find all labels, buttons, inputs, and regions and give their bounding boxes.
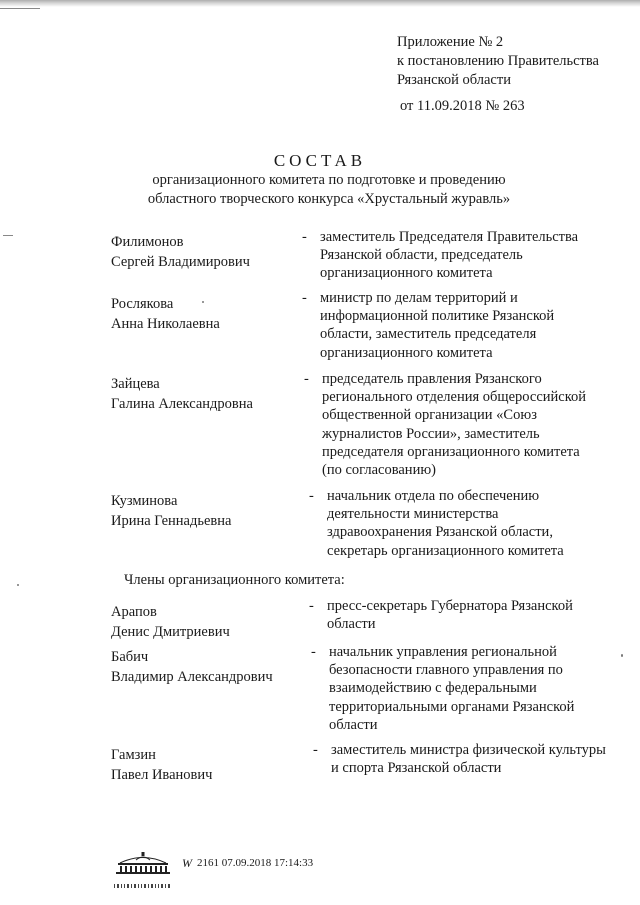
role-line: министр по делам территорий и xyxy=(320,290,518,306)
role-line: деятельности министерства xyxy=(327,506,499,523)
appendix-line: к постановлению Правительства xyxy=(397,53,599,69)
registration-number-date: 2161 07.09.2018 17:14:33 xyxy=(197,857,314,869)
person-name xyxy=(111,647,273,687)
person-given-name: Анна Николаевна xyxy=(111,316,220,332)
role-line: организационного комитета xyxy=(320,265,493,282)
appendix-header xyxy=(397,33,599,116)
person-given-name: Павел Иванович xyxy=(111,767,213,783)
person-surname: Зайцева xyxy=(111,376,160,392)
person-name xyxy=(111,745,212,785)
person-surname: Бабич xyxy=(111,649,149,665)
document-title: СОСТАВ xyxy=(273,151,367,170)
role-line: и спорта Рязанской области xyxy=(331,760,502,777)
role-line: организационного комитета xyxy=(320,344,493,361)
scan-speck xyxy=(621,654,623,657)
barcode-strip xyxy=(112,876,174,882)
role-line: взаимодействию с федеральными xyxy=(329,680,537,697)
role-line: Рязанской области, председатель xyxy=(320,247,523,264)
role-line: области xyxy=(329,716,378,733)
role-line: председателя организационного комитета xyxy=(322,443,580,460)
role-line: начальник управления региональной xyxy=(329,644,557,660)
role-line: председатель правления Рязанского xyxy=(322,371,542,387)
person-name xyxy=(111,232,250,272)
government-building-icon xyxy=(112,851,174,875)
scan-artifact xyxy=(3,235,13,236)
subtitle-line: организационного комитета по подготовке и проведению xyxy=(152,172,506,188)
person-role xyxy=(320,228,578,283)
appendix-line: Приложение № 2 xyxy=(397,34,504,50)
scan-edge-shadow xyxy=(0,0,640,7)
person-role xyxy=(327,597,573,633)
separator-dash: - xyxy=(304,371,309,387)
registration-info xyxy=(182,856,313,871)
person-given-name: Ирина Геннадьевна xyxy=(111,513,232,529)
scan-artifact xyxy=(0,8,40,9)
separator-dash: - xyxy=(311,644,316,660)
person-name xyxy=(111,294,220,334)
person-role xyxy=(331,741,606,777)
person-given-name: Владимир Александрович xyxy=(111,669,273,685)
person-surname: Гамзин xyxy=(111,747,156,763)
separator-dash: - xyxy=(302,229,307,245)
person-role xyxy=(327,487,564,560)
registration-mark: W xyxy=(182,855,192,870)
role-line: области, заместитель председателя xyxy=(320,326,537,343)
role-line: территориальными органами Рязанской xyxy=(329,698,575,715)
role-line: безопасности главного управления по xyxy=(329,662,563,679)
appendix-date-line: от 11.09.2018 № 263 xyxy=(400,98,525,114)
role-line: здравоохранения Рязанской области, xyxy=(327,524,553,541)
separator-dash: - xyxy=(309,598,314,614)
person-role xyxy=(329,643,574,734)
person-surname: Кузминова xyxy=(111,493,178,509)
person-name xyxy=(111,602,230,642)
document-subtitle xyxy=(0,171,640,209)
separator-dash: - xyxy=(313,742,318,758)
person-given-name: Денис Дмитриевич xyxy=(111,624,230,640)
role-line: заместитель Председателя Правительства xyxy=(320,229,579,245)
subtitle-line: областного творческого конкурса «Хрустальный журавль» xyxy=(147,191,511,207)
person-given-name: Галина Александровна xyxy=(111,396,253,412)
separator-dash: - xyxy=(309,488,314,504)
scan-speck xyxy=(17,584,19,586)
person-name xyxy=(111,374,253,414)
person-role xyxy=(322,370,586,479)
person-surname: Рослякова xyxy=(111,296,174,312)
role-line: области xyxy=(327,616,376,633)
person-role xyxy=(320,289,554,362)
role-line: секретарь организационного комитета xyxy=(327,542,564,559)
role-line: заместитель министра физической культуры xyxy=(331,742,606,758)
appendix-line: Рязанской области xyxy=(397,72,511,88)
members-heading: Члены организационного комитета: xyxy=(124,572,345,588)
role-line: информационной политике Рязанской xyxy=(320,308,555,325)
registration-footer xyxy=(112,850,313,876)
role-line: пресс-секретарь Губернатора Рязанской xyxy=(327,598,573,614)
person-name xyxy=(111,491,231,531)
person-surname: Арапов xyxy=(111,604,157,620)
separator-dash: - xyxy=(302,290,307,306)
role-line: журналистов России», заместитель xyxy=(322,425,540,442)
person-given-name: Сергей Владимирович xyxy=(111,254,250,270)
role-line: регионального отделения общероссийской xyxy=(322,389,587,406)
role-line: (по согласованию) xyxy=(322,462,436,479)
role-line: общественной организации «Союз xyxy=(322,407,537,424)
person-surname: Филимонов xyxy=(111,234,184,250)
role-line: начальник отдела по обеспечению xyxy=(327,488,540,504)
